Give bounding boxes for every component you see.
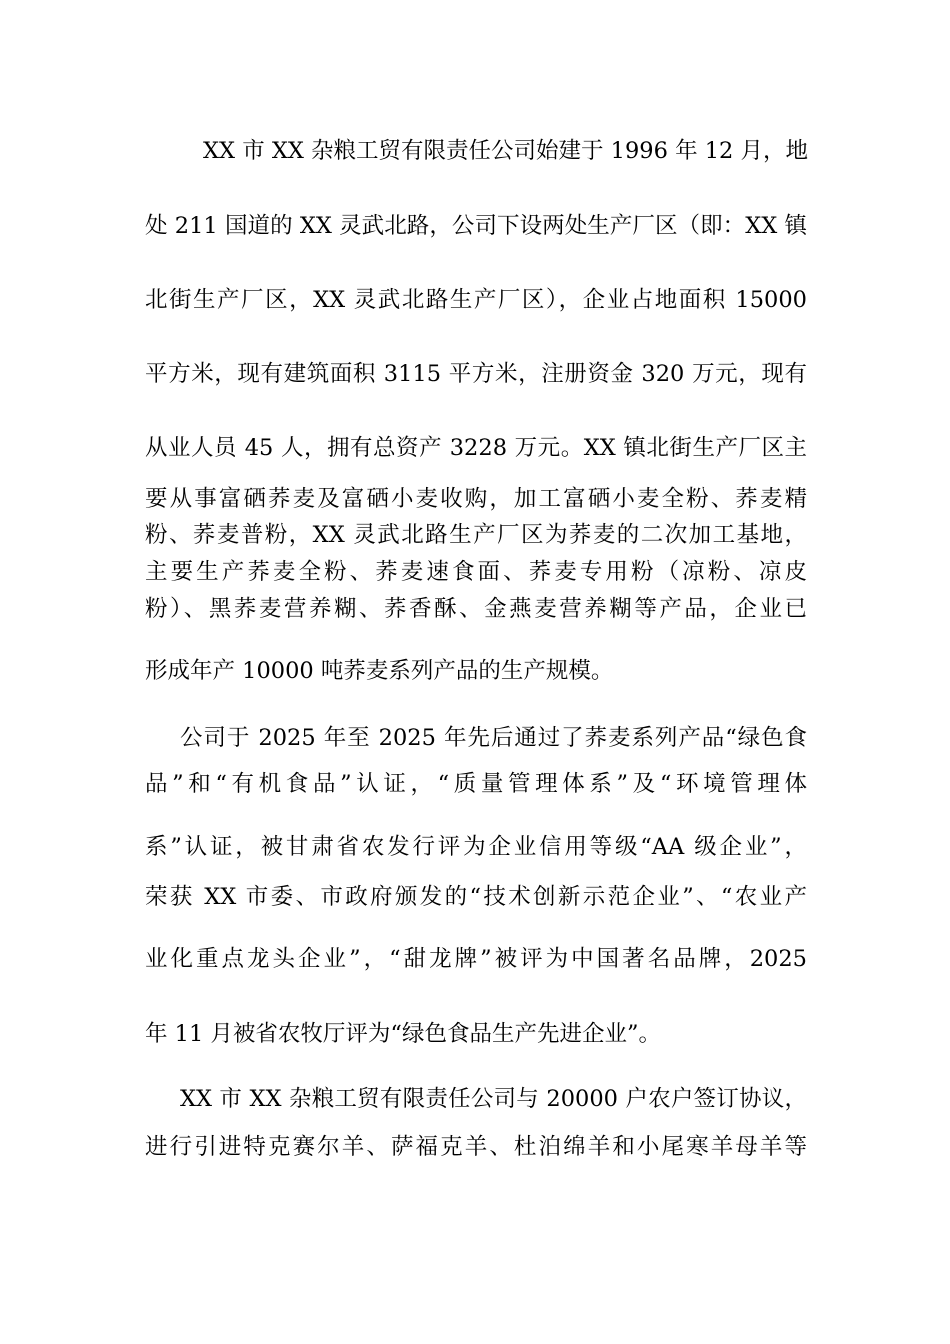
- text-line: 年 11 月被省农牧厅评为“绿色食品生产先进企业”。: [145, 1021, 661, 1047]
- text-line: 进行引进特克赛尔羊、萨福克羊、杜泊绵羊和小尾寒羊母羊等: [145, 1134, 807, 1160]
- text-line: 形成年产 10000 吨荞麦系列产品的生产规模。: [145, 658, 614, 684]
- text-line: 主要生产荞麦全粉、荞麦速食面、荞麦专用粉（凉粉、凉皮: [145, 559, 807, 585]
- text-line: 品”和“有机食品”认证，“质量管理体系”及“环境管理体: [145, 771, 807, 797]
- text-line: 从业人员 45 人，拥有总资产 3228 万元。XX 镇北街生产厂区主: [145, 435, 807, 461]
- text-line: XX 市 XX 杂粮工贸有限责任公司始建于 1996 年 12 月，地: [203, 138, 809, 164]
- text-line: 粉）、黑荞麦营养糊、荞香酥、金燕麦营养糊等产品，企业已: [145, 596, 807, 622]
- text-line: 北街生产厂区，XX 灵武北路生产厂区），企业占地面积 15000: [145, 287, 807, 313]
- text-line: 平方米，现有建筑面积 3115 平方米，注册资金 320 万元，现有: [145, 361, 807, 387]
- text-line: 公司于 2025 年至 2025 年先后通过了荞麦系列产品“绿色食: [180, 725, 807, 751]
- text-line: 荣获 XX 市委、市政府颁发的“技术创新示范企业”、“农业产: [145, 884, 807, 910]
- text-line: XX 市 XX 杂粮工贸有限责任公司与 20000 户农户签订协议，: [180, 1086, 807, 1112]
- text-line: 处 211 国道的 XX 灵武北路，公司下设两处生产厂区（即：XX 镇: [145, 213, 807, 239]
- text-line: 系”认证，被甘肃省农发行评为企业信用等级“AA 级企业”，: [145, 834, 807, 860]
- text-line: 业化重点龙头企业”，“甜龙牌”被评为中国著名品牌，2025: [145, 946, 807, 972]
- text-line: 粉、荞麦普粉，XX 灵武北路生产厂区为荞麦的二次加工基地，: [145, 522, 807, 548]
- text-line: 要从事富硒荞麦及富硒小麦收购，加工富硒小麦全粉、荞麦精: [145, 486, 807, 512]
